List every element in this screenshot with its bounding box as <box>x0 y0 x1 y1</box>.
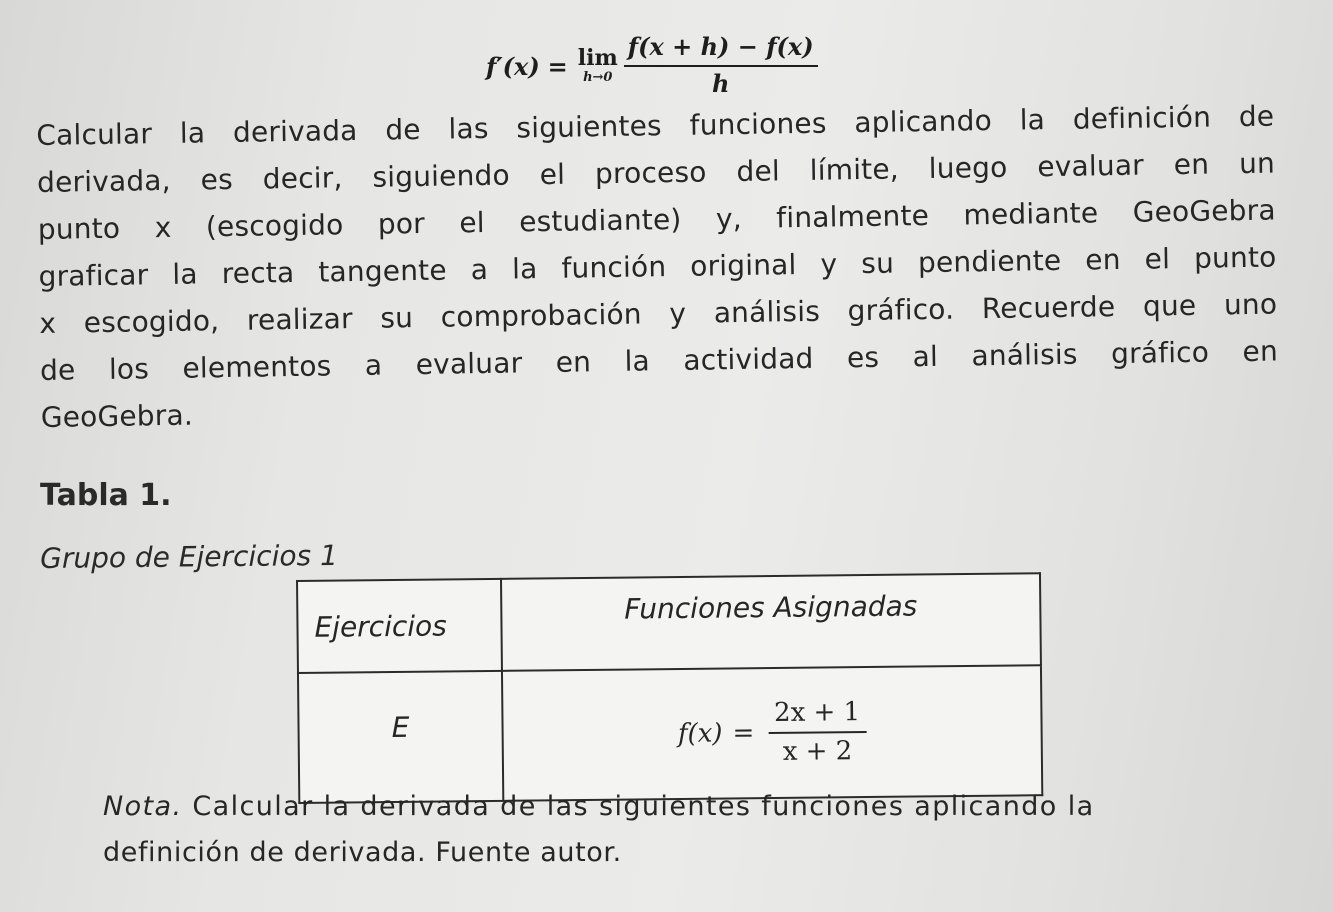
note-text: Calcular la derivada de las siguientes funciones aplicando la <box>182 791 1095 822</box>
paragraph-line: derivada, es decir, siguiendo el proceso del límite, luego evaluar en un <box>36 146 1276 199</box>
exercises-table <box>296 572 1043 786</box>
paragraph-line: graficar la recta tangente a la función original y su pendiente en el punto <box>38 240 1277 293</box>
function-fraction <box>768 695 867 770</box>
formula-numerator: f(x + h) − f(x) <box>627 32 814 61</box>
function-denominator: x + 2 <box>782 736 853 767</box>
formula-equals: = <box>547 51 568 81</box>
instruction-paragraph <box>36 93 1279 441</box>
cell-function <box>502 665 1042 801</box>
table-note <box>103 784 1303 876</box>
formula-lhs: f′(x) <box>486 51 540 81</box>
header-funciones-asignadas: Funciones Asignadas <box>501 573 1041 671</box>
header-ejercicios: Ejercicios <box>297 579 502 673</box>
paragraph-line: de los elementos a evaluar en la actividad es al análisis gráfico en <box>39 334 1279 387</box>
table-row <box>298 665 1042 803</box>
paragraph-line: GeoGebra. <box>40 398 194 434</box>
formula-lim-word: lim <box>577 45 618 71</box>
cell-ejercicio: E <box>298 671 503 803</box>
note-label: Nota. <box>103 791 183 822</box>
table-title: Tabla 1. <box>40 478 172 513</box>
table-header-row <box>297 573 1041 673</box>
formula-fraction <box>624 31 818 101</box>
formula-lim-subscript: h→0 <box>583 70 613 85</box>
table-subtitle: Grupo de Ejercicios 1 <box>40 538 338 575</box>
formula-denominator: h <box>711 69 730 98</box>
function-lhs: f(x) <box>677 718 723 750</box>
function-equals: = <box>732 718 755 749</box>
assigned-function-expression <box>678 695 867 771</box>
paragraph-line: Calcular la derivada de las siguientes funciones aplicando la definición de <box>36 99 1275 152</box>
exercises-table-grid <box>296 572 1043 804</box>
derivative-definition-formula <box>486 24 818 108</box>
paragraph-line: x escogido, realizar su comprobación y análisis gráfico. Recuerde que uno <box>39 287 1278 340</box>
note-line-1 <box>103 784 1303 830</box>
formula-limit <box>578 46 618 86</box>
function-numerator: 2x + 1 <box>773 697 861 729</box>
paragraph-line: punto x (escogido por el estudiante) y, finalmente mediante GeoGebra <box>37 193 1276 246</box>
note-line-2: definición de derivada. Fuente autor. <box>103 837 622 868</box>
